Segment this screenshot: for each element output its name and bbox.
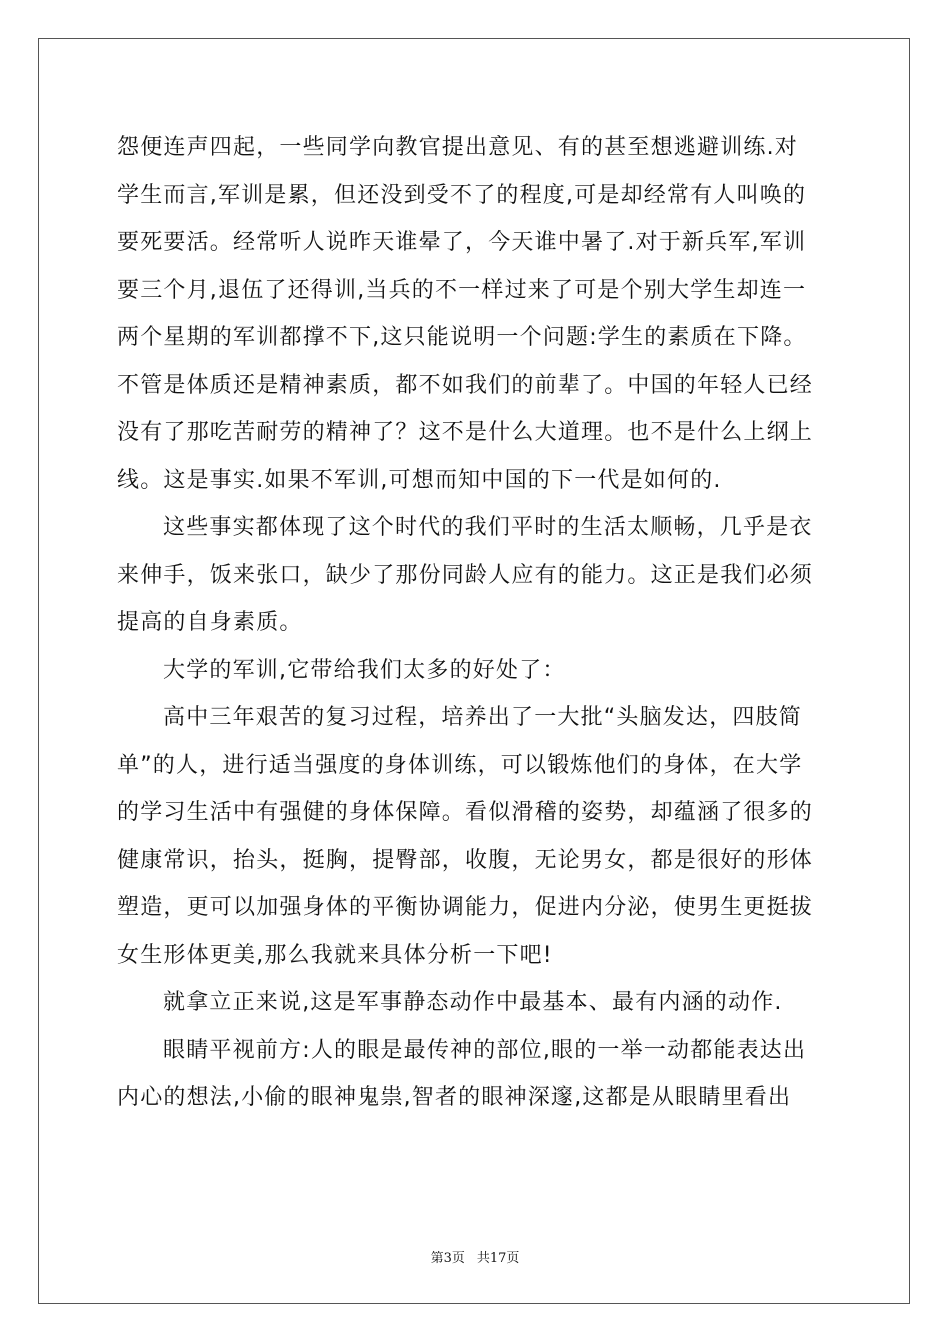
paragraph-start-line: 高中三年艰苦的复习过程，培养出了一大批“头脑发达，四肢简	[163, 705, 802, 730]
text-line: 的学习生活中有强健的身体保障。看似滑稽的姿势，却蕴涵了很多的	[117, 800, 814, 825]
text-line: 要三个月,退伍了还得训,当兵的不一样过来了可是个别大学生却连一	[117, 277, 807, 303]
text-line: 线。这是事实.如果不军训,可想而知中国的下一代是如何的.	[117, 467, 722, 493]
paragraph-start-line: 就拿立正来说,这是军事静态动作中最基本、最有内涵的动作.	[163, 990, 783, 1015]
paragraph-start-line: 大学的军训,它带给我们太多的好处了：	[163, 657, 566, 683]
text-line: 单”的人，进行适当强度的身体训练，可以锻炼他们的身体，在大学	[117, 752, 803, 778]
text-line: 学生而言,军训是累，但还没到受不了的程度,可是却经常有人叫唤的	[117, 182, 807, 208]
text-line: 健康常识，抬头，挺胸，提臀部，收腹，无论男女，都是很好的形体	[117, 847, 814, 873]
page-total: 共17页	[476, 1251, 520, 1266]
paragraph-start-line: 这些事实都体现了这个时代的我们平时的生活太顺畅，几乎是衣	[163, 515, 813, 540]
paragraph-start-line: 眼睛平视前方:人的眼是最传神的部位,眼的一举一动都能表达出	[163, 1037, 807, 1063]
text-line: 怨便连声四起，一些同学向教官提出意见、有的甚至想逃避训练.对	[117, 135, 798, 160]
text-line: 来伸手，饭来张口，缺少了那份同龄人应有的能力。这正是我们必须	[117, 562, 814, 588]
page-footer	[0, 1247, 950, 1266]
page-number: 第3页	[430, 1251, 465, 1266]
document-body	[117, 124, 833, 1122]
text-line: 要死要活。经常听人说昨天谁晕了，今天谁中暑了.对于新兵军,军训	[117, 230, 807, 255]
text-line: 塑造，更可以加强身体的平衡协调能力，促进内分泌，使男生更挺拔	[117, 895, 814, 920]
text-line: 提高的自身素质。	[117, 610, 303, 635]
text-line: 女生形体更美,那么我就来具体分析一下吧!	[117, 942, 553, 968]
text-line: 不管是体质还是精神素质，都不如我们的前辈了。中国的年轻人已经	[117, 372, 814, 398]
text-line: 两个星期的军训都撑不下,这只能说明一个问题:学生的素质在下降。	[117, 325, 807, 350]
text-line: 内心的想法,小偷的眼神鬼祟,智者的眼神深邃,这都是从眼睛里看出	[117, 1085, 792, 1110]
text-line: 没有了那吃苦耐劳的精神了？这不是什么大道理。也不是什么上纲上	[117, 420, 814, 445]
